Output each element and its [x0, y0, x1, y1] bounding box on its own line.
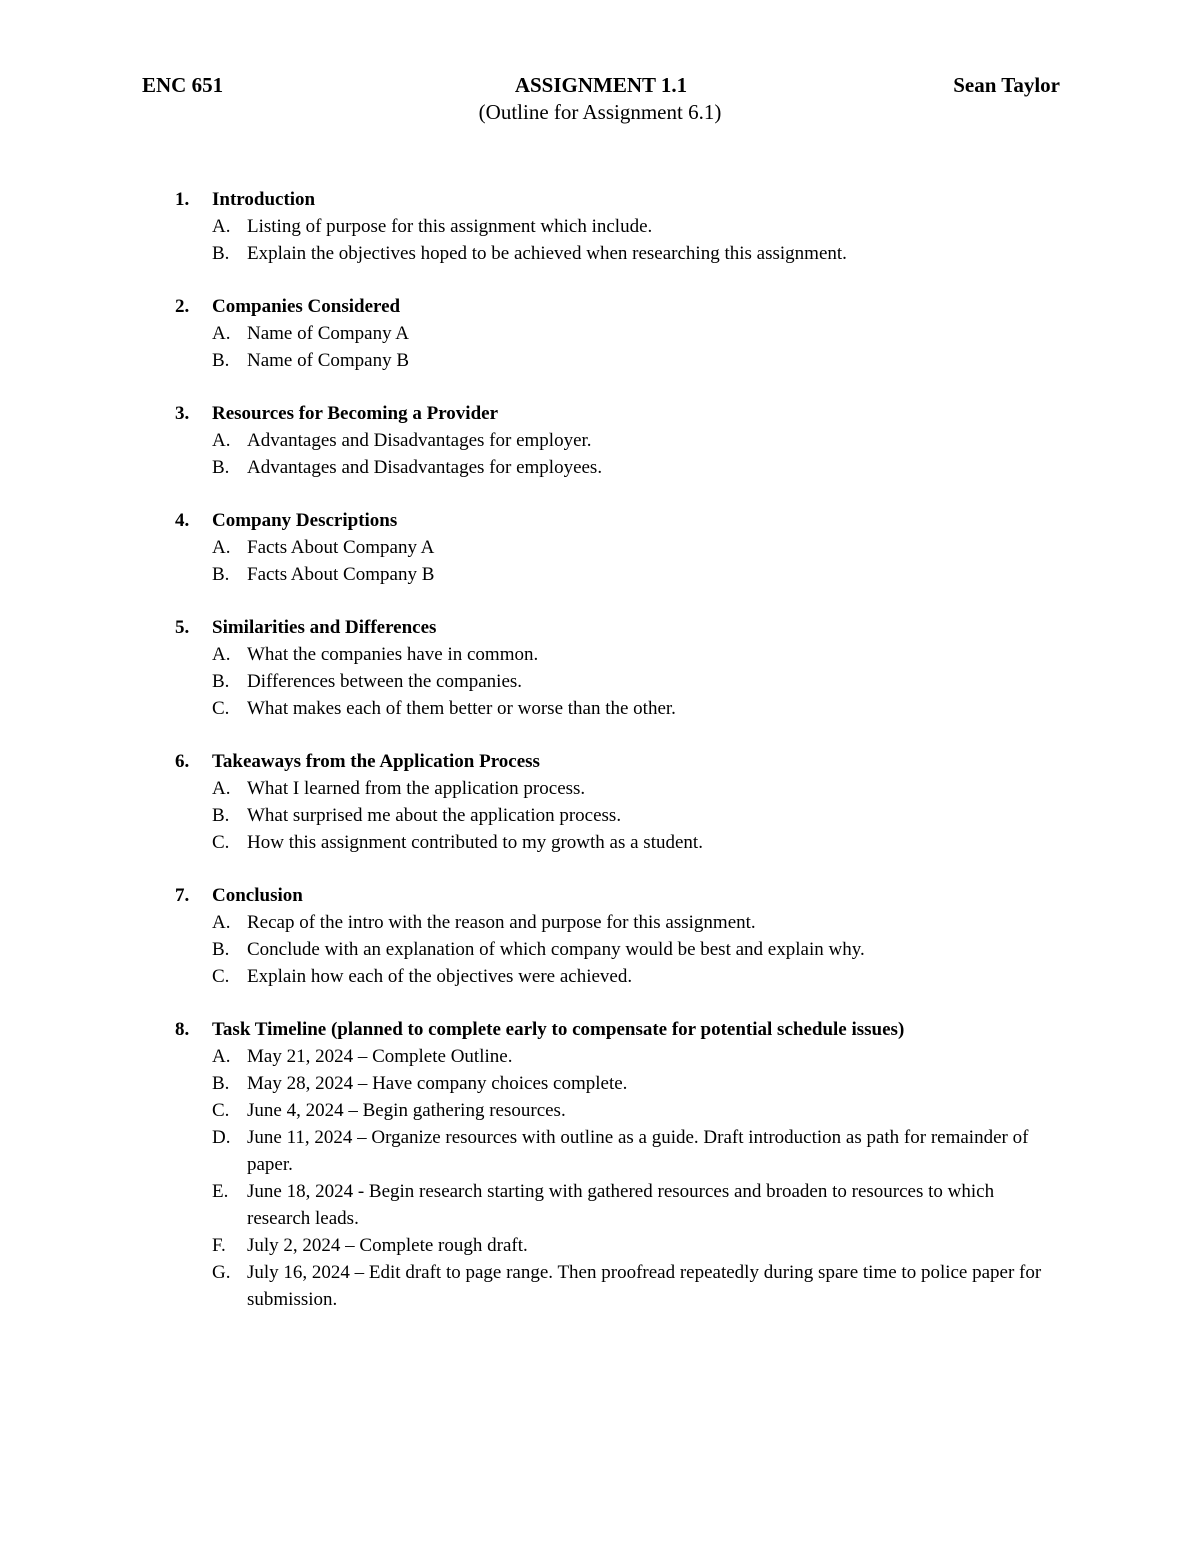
outline-subitem — [175, 561, 1055, 588]
outline-subitem — [175, 1124, 1055, 1178]
outline-subitem — [175, 347, 1055, 374]
section-heading — [175, 293, 1055, 320]
outline-subitem — [175, 695, 1055, 722]
subitem-text: How this assignment contributed to my growth as a student. — [247, 832, 703, 853]
course-code: ENC 651 — [142, 73, 224, 97]
subitem-text: Advantages and Disadvantages for employer. — [247, 430, 592, 451]
outline-section — [175, 882, 1055, 990]
subitem-letter: B. — [212, 350, 230, 371]
subitem-letter: A. — [212, 430, 231, 451]
section-number: 8. — [175, 1019, 190, 1040]
subitem-text: What the companies have in common. — [247, 644, 539, 665]
subitem-letter: E. — [212, 1181, 229, 1202]
section-title: Conclusion — [212, 885, 303, 906]
section-heading — [175, 507, 1055, 534]
section-title: Resources for Becoming a Provider — [212, 403, 499, 424]
outline-section — [175, 748, 1055, 856]
section-number: 4. — [175, 510, 190, 531]
section-title: Similarities and Differences — [212, 617, 437, 638]
outline-subitem — [175, 427, 1055, 454]
section-heading — [175, 400, 1055, 427]
subitem-text: Explain the objectives hoped to be achieved when researching this assignment. — [247, 243, 847, 264]
subitem-letter: D. — [212, 1127, 231, 1148]
document-subtitle: (Outline for Assignment 6.1) — [478, 100, 722, 124]
subitem-text: Recap of the intro with the reason and purpose for this assignment. — [247, 912, 756, 933]
subitem-text: June 4, 2024 – Begin gathering resources. — [247, 1100, 566, 1121]
outline-subitem — [175, 936, 1055, 963]
outline-section — [175, 507, 1055, 588]
subitem-letter: A. — [212, 778, 231, 799]
outline-subitem — [175, 775, 1055, 802]
section-number: 7. — [175, 885, 190, 906]
subitem-text: May 21, 2024 – Complete Outline. — [247, 1046, 513, 1067]
subitem-letter: F. — [212, 1235, 226, 1256]
section-title: Company Descriptions — [212, 510, 398, 531]
outline-subitem — [175, 213, 1055, 240]
outline-subitem — [175, 1043, 1055, 1070]
author-name: Sean Taylor — [953, 73, 1060, 97]
outline-subitem — [175, 1178, 1055, 1232]
subitem-text: June 18, 2024 - Begin research starting with gathered resources and broaden to resources to which research leads. — [247, 1181, 995, 1229]
outline-section — [175, 186, 1055, 267]
section-number: 5. — [175, 617, 190, 638]
outline-subitem — [175, 802, 1055, 829]
outline-list — [175, 186, 1055, 1339]
subitem-text: Conclude with an explanation of which company would be best and explain why. — [247, 939, 865, 960]
subitem-letter: A. — [212, 912, 231, 933]
outline-section — [175, 400, 1055, 481]
subitem-letter: A. — [212, 216, 231, 237]
outline-section — [175, 293, 1055, 374]
subitem-text: Listing of purpose for this assignment which include. — [247, 216, 653, 237]
document-header — [142, 73, 1060, 99]
subitem-letter: B. — [212, 939, 230, 960]
subitem-text: What surprised me about the application process. — [247, 805, 622, 826]
subitem-text: June 11, 2024 – Organize resources with outline as a guide. Draft introduction as path for remainder of paper. — [247, 1127, 1029, 1175]
subitem-letter: B. — [212, 457, 230, 478]
subitem-text: What I learned from the application process. — [247, 778, 586, 799]
subitem-text: July 16, 2024 – Edit draft to page range. Then proofread repeatedly during spare time to police paper for submission. — [247, 1262, 1042, 1310]
section-heading — [175, 614, 1055, 641]
outline-subitem — [175, 454, 1055, 481]
outline-subitem — [175, 641, 1055, 668]
outline-subitem — [175, 909, 1055, 936]
section-number: 3. — [175, 403, 190, 424]
subitem-letter: C. — [212, 832, 230, 853]
section-title: Introduction — [212, 189, 316, 210]
subitem-text: May 28, 2024 – Have company choices complete. — [247, 1073, 628, 1094]
section-heading — [175, 748, 1055, 775]
outline-subitem — [175, 240, 1055, 267]
subitem-text: Explain how each of the objectives were achieved. — [247, 966, 633, 987]
subitem-letter: B. — [212, 671, 230, 692]
outline-subitem — [175, 320, 1055, 347]
subitem-letter: C. — [212, 966, 230, 987]
outline-subitem — [175, 1097, 1055, 1124]
subitem-text: July 2, 2024 – Complete rough draft. — [247, 1235, 528, 1256]
outline-subitem — [175, 668, 1055, 695]
outline-subitem — [175, 829, 1055, 856]
section-title: Takeaways from the Application Process — [212, 751, 540, 772]
section-number: 6. — [175, 751, 190, 772]
subitem-letter: B. — [212, 243, 230, 264]
assignment-title: ASSIGNMENT 1.1 — [514, 73, 688, 97]
subitem-letter: B. — [212, 1073, 230, 1094]
section-number: 2. — [175, 296, 190, 317]
subitem-text: What makes each of them better or worse than the other. — [247, 698, 676, 719]
section-heading — [175, 1016, 1055, 1043]
section-number: 1. — [175, 189, 190, 210]
subitem-letter: G. — [212, 1262, 231, 1283]
subitem-letter: A. — [212, 323, 231, 344]
subitem-letter: B. — [212, 564, 230, 585]
outline-subitem — [175, 1232, 1055, 1259]
outline-subitem — [175, 1259, 1055, 1313]
section-heading — [175, 882, 1055, 909]
subitem-letter: C. — [212, 1100, 230, 1121]
subitem-text: Name of Company B — [247, 350, 410, 371]
subitem-text: Facts About Company B — [247, 564, 435, 585]
subitem-text: Differences between the companies. — [247, 671, 523, 692]
outline-subitem — [175, 534, 1055, 561]
outline-subitem — [175, 963, 1055, 990]
subitem-text: Facts About Company A — [247, 537, 435, 558]
section-heading — [175, 186, 1055, 213]
section-title: Task Timeline (planned to complete early to compensate for potential schedule issues) — [212, 1019, 905, 1040]
subitem-text: Advantages and Disadvantages for employees. — [247, 457, 603, 478]
subitem-letter: A. — [212, 1046, 231, 1067]
outline-section — [175, 1016, 1055, 1313]
subitem-letter: A. — [212, 537, 231, 558]
subitem-text: Name of Company A — [247, 323, 410, 344]
outline-section — [175, 614, 1055, 722]
subitem-letter: A. — [212, 644, 231, 665]
section-title: Companies Considered — [212, 296, 401, 317]
subitem-letter: C. — [212, 698, 230, 719]
outline-subitem — [175, 1070, 1055, 1097]
subitem-letter: B. — [212, 805, 230, 826]
